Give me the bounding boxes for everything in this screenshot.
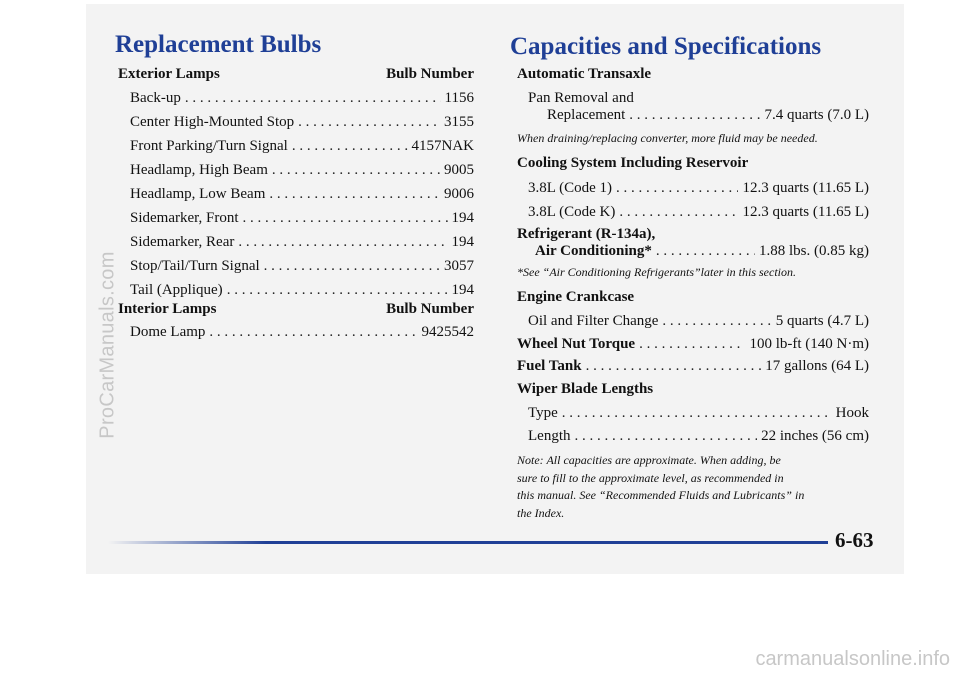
footer-rule	[108, 541, 828, 544]
cooling-row-code-k: 3.8L (Code K) . . . 12.3 quarts (11.65 L)	[528, 204, 869, 221]
interior-lamps-label: Interior Lamps	[118, 301, 217, 317]
wiper-type-row: Type . . . Hook	[528, 405, 869, 422]
refrigerant-heading: Refrigerant (R-134a),	[517, 226, 656, 242]
refrigerant-note: *See “Air Conditioning Refrigerants”later in this section.	[517, 265, 796, 279]
bulb-row-back-up: Back-up . . . 1156	[130, 90, 474, 107]
side-watermark: ProCarManuals.com	[96, 251, 119, 439]
cooling-system-heading: Cooling System Including Reservoir	[517, 155, 749, 171]
wiper-blade-lengths-heading: Wiper Blade Lengths	[517, 381, 654, 397]
page-number: 6-63	[835, 528, 874, 552]
bulb-row-stop-tail-turn-signal: Stop/Tail/Turn Signal . . . 3057	[130, 258, 474, 275]
bottom-watermark: carmanualsonline.info	[755, 648, 950, 670]
pan-removal-line: Pan Removal and	[528, 90, 634, 106]
capacities-title: Capacities and Specifications	[510, 33, 822, 60]
bulb-row-headlamp-low-beam: Headlamp, Low Beam . . . 9006	[130, 186, 474, 203]
bulb-row-tail-applique: Tail (Applique) . . . 194	[130, 282, 474, 299]
transaxle-replacement-row: Replacement . . . 7.4 quarts (7.0 L)	[547, 107, 869, 124]
air-conditioning-row: Air Conditioning* . . . 1.88 lbs. (0.85 kg)	[535, 243, 869, 260]
interior-lamps-header	[118, 301, 474, 318]
automatic-transaxle-heading: Automatic Transaxle	[517, 66, 652, 82]
cooling-row-code-1: 3.8L (Code 1) . . . 12.3 quarts (11.65 L)	[528, 180, 869, 197]
bulb-row-center-high-mounted-stop: Center High-Mounted Stop . . . 3155	[130, 114, 474, 131]
engine-crankcase-heading: Engine Crankcase	[517, 289, 635, 305]
transaxle-note: When draining/replacing converter, more fluid may be needed.	[517, 131, 818, 145]
bulb-row-sidemarker-rear: Sidemarker, Rear . . . 194	[130, 234, 474, 251]
bulb-row-dome-lamp: Dome Lamp . . . 9425542	[130, 324, 474, 341]
fuel-tank-row: Fuel Tank . . . 17 gallons (64 L)	[517, 358, 869, 375]
interior-bulb-number-label: Bulb Number	[386, 301, 474, 317]
replacement-bulbs-title: Replacement Bulbs	[115, 31, 322, 58]
bulb-row-headlamp-high-beam: Headlamp, High Beam . . . 9005	[130, 162, 474, 179]
capacities-footnote: Note: All capacities are approximate. When adding, be sure to fill to the approximate level, as recommended in this manual. See “Recommended Fluids and Lubricants” in the Index.	[517, 453, 805, 520]
bulb-row-front-parking-turn-signal: Front Parking/Turn Signal . . . 4157NAK	[130, 138, 474, 155]
exterior-lamps-header	[118, 66, 474, 83]
exterior-bulb-number-label: Bulb Number	[386, 66, 474, 82]
exterior-lamps-label: Exterior Lamps	[118, 66, 220, 82]
bulb-row-sidemarker-front: Sidemarker, Front . . . 194	[130, 210, 474, 227]
wheel-nut-torque-row: Wheel Nut Torque . . . 100 lb-ft (140 N·m)	[517, 336, 869, 353]
wiper-length-row: Length . . . 22 inches (56 cm)	[528, 428, 869, 445]
oil-filter-change-row: Oil and Filter Change . . . 5 quarts (4.7 L)	[528, 313, 869, 330]
